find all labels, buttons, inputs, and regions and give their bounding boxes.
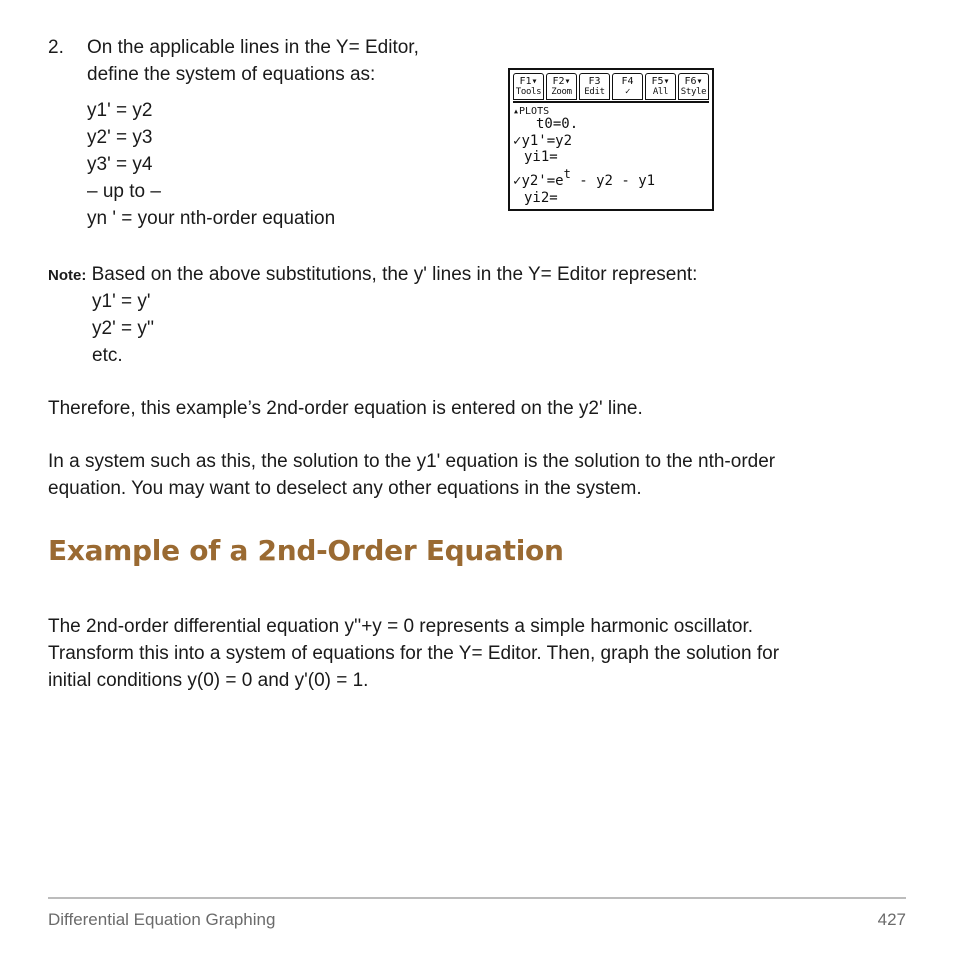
note-paragraph	[48, 264, 697, 287]
y2-prefix: y2'=	[521, 173, 556, 189]
section-text-line2: Transform this into a system of equations for the Y= Editor. Then, graph the solution for	[48, 643, 780, 664]
note-item: etc.	[92, 345, 123, 366]
toolbar-divider	[513, 101, 709, 103]
tab-key: F5▾	[651, 76, 670, 87]
tab-zoom[interactable]	[546, 73, 577, 100]
yi2-line[interactable]: yi2=	[524, 190, 558, 206]
y2-line[interactable]	[513, 167, 656, 189]
equation-item: y3' = y4	[87, 154, 153, 175]
t0-line[interactable]: t0=0.	[536, 116, 579, 132]
footer-chapter: Differential Equation Graphing	[48, 910, 276, 929]
tab-label: Style	[680, 87, 707, 97]
plots-label[interactable]: ▴PLOTS	[513, 106, 550, 117]
check-icon: ✓	[513, 173, 522, 189]
tab-key: F1▾	[519, 76, 538, 87]
equation-item: – up to –	[87, 181, 161, 202]
equation-item: y1' = y2	[87, 100, 153, 121]
yi1-line[interactable]: yi1=	[524, 149, 558, 165]
note-label: Note:	[48, 267, 87, 284]
note-item: y2' = y''	[92, 318, 155, 339]
footer-divider	[48, 897, 906, 899]
tab-key: F6▾	[684, 76, 703, 87]
paragraph-2-line1: In a system such as this, the solution to the y1' equation is the solution to the nth-order	[48, 451, 776, 472]
y1-equation: y1'=y2	[521, 133, 573, 149]
step-text-line1: On the applicable lines in the Y= Editor,	[87, 37, 419, 58]
tab-key: F2▾	[552, 76, 571, 87]
page-number: 427	[877, 910, 906, 929]
y1-line[interactable]	[513, 134, 572, 149]
section-text-line3: initial conditions y(0) = 0 and y'(0) = 1.	[48, 670, 369, 691]
y2-rest: - y2 - y1	[570, 173, 656, 189]
paragraph-2-line2: equation. You may want to deselect any other equations in the system.	[48, 478, 642, 499]
equation-item: yn ' = your nth-order equation	[87, 208, 336, 229]
tab-check[interactable]	[612, 73, 643, 100]
tab-style[interactable]	[678, 73, 709, 100]
tab-all[interactable]	[645, 73, 676, 100]
tab-key: F3	[588, 76, 601, 87]
tab-tools[interactable]	[513, 73, 544, 100]
step-text-line2: define the system of equations as:	[87, 64, 376, 85]
tab-label: All	[652, 87, 669, 97]
equation-item: y2' = y3	[87, 127, 153, 148]
tab-label: Zoom	[551, 87, 572, 97]
section-text-line1: The 2nd-order differential equation y''+y = 0 represents a simple harmonic oscillator.	[48, 616, 754, 637]
tab-edit[interactable]	[579, 73, 610, 100]
step-number: 2.	[48, 37, 64, 58]
paragraph-1: Therefore, this example’s 2nd-order equation is entered on the y2' line.	[48, 398, 643, 419]
check-icon: ✓	[513, 133, 522, 149]
tab-label: Edit	[584, 87, 605, 97]
section-heading: Example of a 2nd-Order Equation	[48, 534, 564, 567]
check-icon: ✓	[624, 87, 631, 97]
y2-e: e	[555, 173, 564, 189]
tab-label: Tools	[515, 87, 542, 97]
note-item: y1' = y'	[92, 291, 151, 312]
calculator-toolbar	[513, 73, 709, 100]
calculator-screen	[508, 68, 714, 211]
note-text: Based on the above substitutions, the y' lines in the Y= Editor represent:	[91, 264, 698, 285]
y2-exponent: t	[563, 167, 571, 181]
tab-key: F4	[621, 76, 634, 87]
